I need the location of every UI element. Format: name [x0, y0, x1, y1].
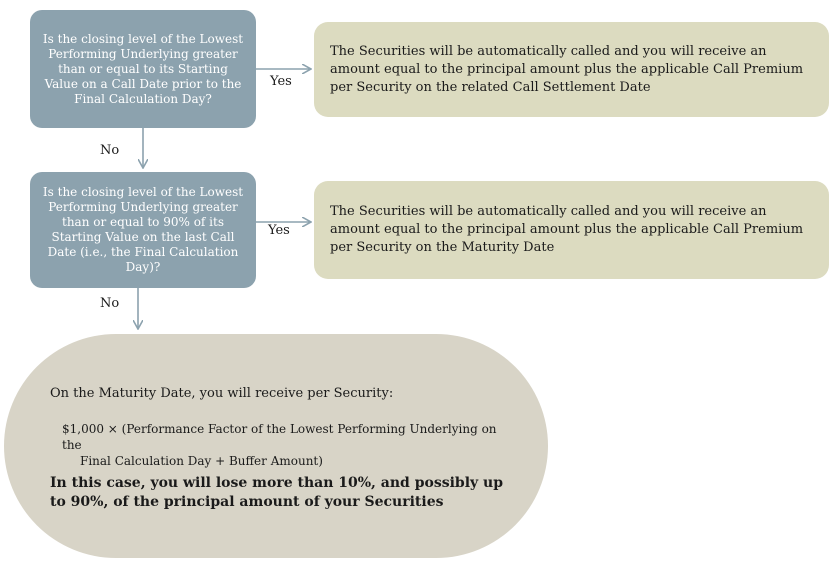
answer-box-2	[314, 181, 829, 279]
outcome-intro: On the Maturity Date, you will receive per Security:	[50, 386, 394, 401]
yes-label-1: Yes	[270, 74, 292, 89]
outcome-box	[4, 334, 548, 558]
question-box-1	[30, 10, 256, 128]
question-2-text: Is the closing level of the Lowest Performing Underlying greater than or equal to 90% of its Starting Value on the last Call Date (i.e., the Final Calculation Day)?	[42, 185, 244, 274]
answer-box-1	[314, 22, 829, 117]
formula-line-2: Final Calculation Day + Buffer Amount)	[80, 454, 323, 468]
loss-warning: In this case, you will lose more than 10%, and possibly up to 90%, of the principal amount of your Securities	[50, 475, 503, 510]
yes-label-2: Yes	[268, 223, 290, 238]
no-label-1: No	[100, 143, 120, 158]
payout-formula	[62, 421, 512, 469]
answer-2-text: The Securities will be automatically called and you will receive an amount equal to the principal amount plus the applicable Call Premium per Security on the Maturity Date	[330, 204, 804, 255]
question-1-text: Is the closing level of the Lowest Performing Underlying greater than or equal to its Starting Value on a Call Date prior to the Final Calculation Day?	[42, 31, 244, 106]
answer-1-text: The Securities will be automatically called and you will receive an amount equal to the principal amount plus the applicable Call Premium per Security on the related Call Settlement Date	[330, 43, 804, 95]
question-box-2	[30, 172, 256, 288]
formula-line-1: $1,000 × (Performance Factor of the Lowest Performing Underlying on the	[62, 422, 497, 452]
no-label-2: No	[100, 296, 120, 311]
